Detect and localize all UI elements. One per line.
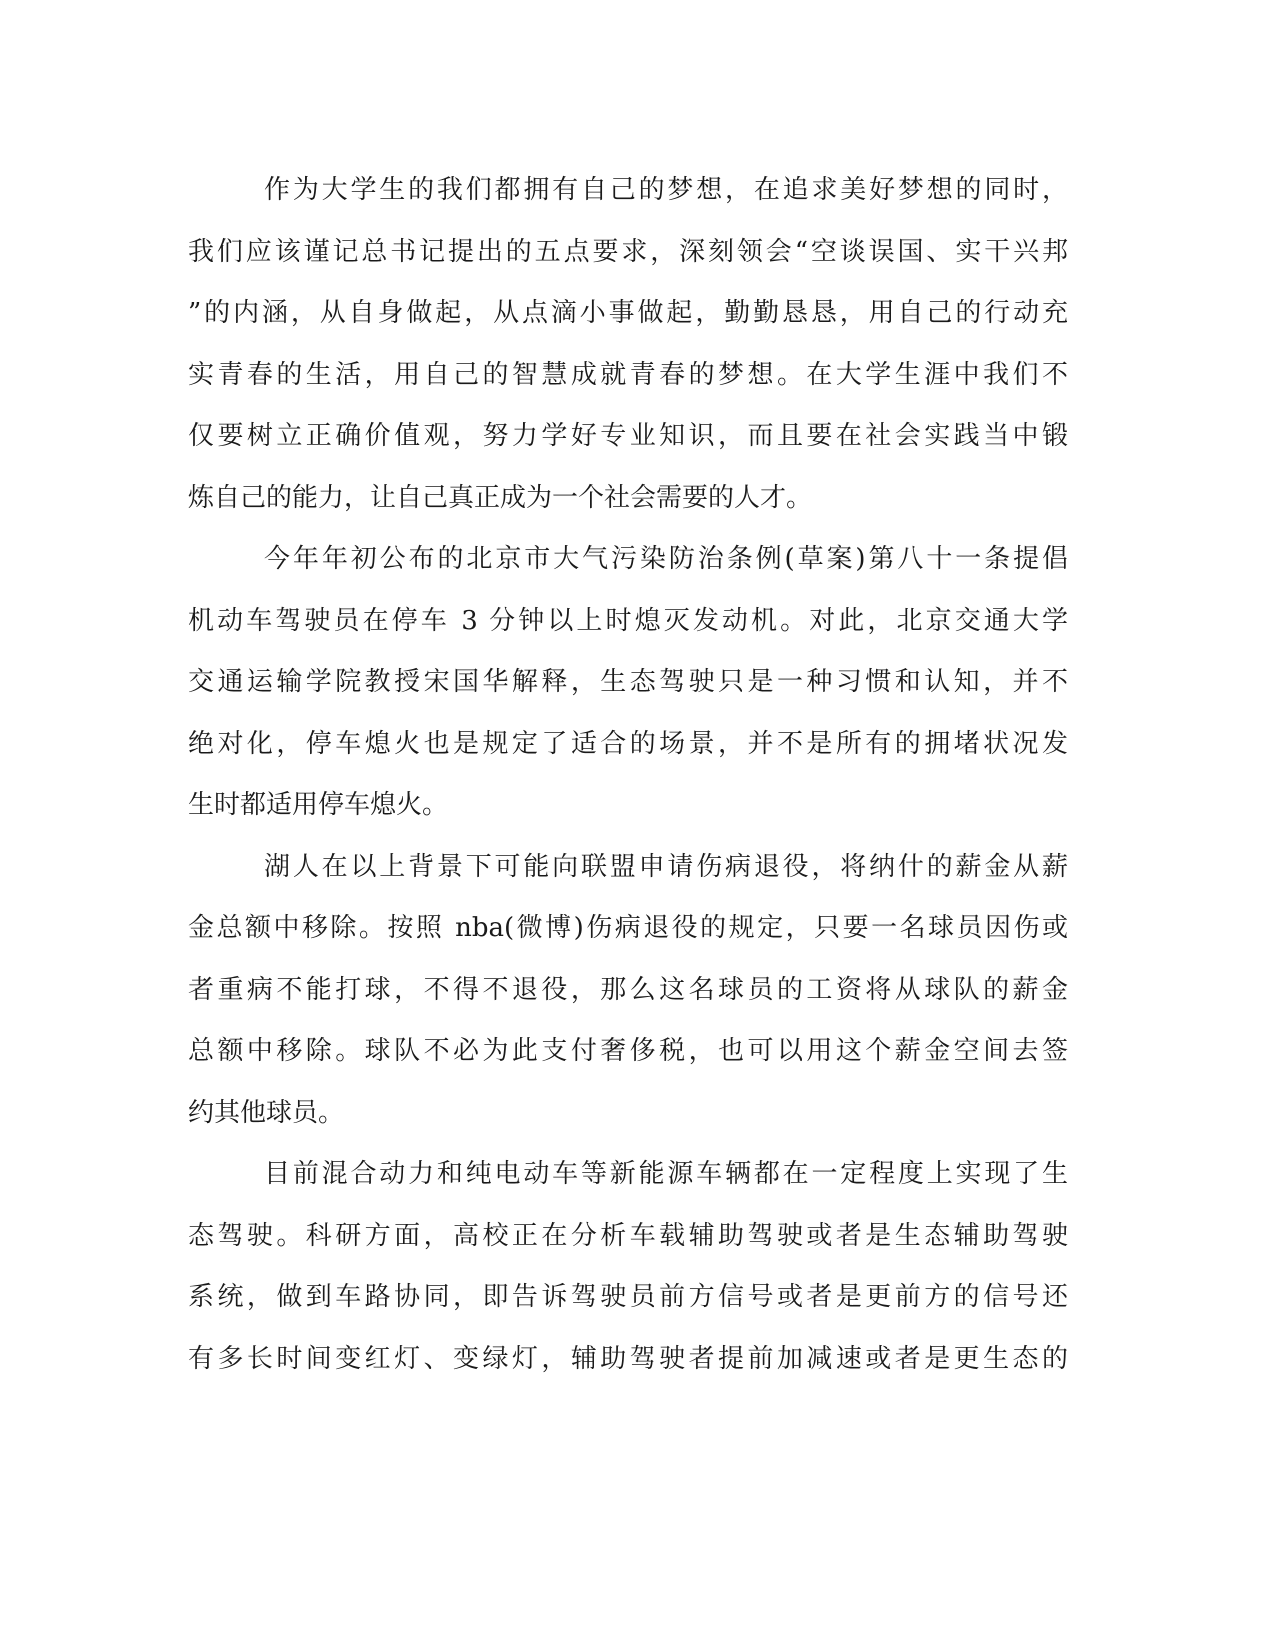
paragraph-line: 炼自己的能力，让自己真正成为一个社会需要的人才。 [188, 482, 813, 513]
paragraph-line: 作为大学生的我们都拥有自己的梦想，在追求美好梦想的同时， [264, 175, 1068, 205]
paragraph-line: 有多长时间变红灯、变绿灯，辅助驾驶者提前加减速或者是更生态的 [188, 1343, 1068, 1374]
paragraph-3 [188, 837, 1068, 1145]
paragraph-line: 总额中移除。球队不必为此支付奢侈税，也可以用这个薪金空间去签 [188, 1036, 1068, 1066]
paragraph-line: ”的内涵，从自身做起，从点滴小事做起，勤勤恳恳，用自己的行动充 [188, 298, 1068, 328]
paragraph-line: 交通运输学院教授宋国华解释，生态驾驶只是一种习惯和认知，并不 [188, 667, 1068, 697]
paragraph-line: 目前混合动力和纯电动车等新能源车辆都在一定程度上实现了生 [264, 1159, 1068, 1189]
paragraph-line: 金总额中移除。按照 nba(微博)伤病退役的规定，只要一名球员因伤或 [188, 913, 1068, 943]
paragraph-line: 实青春的生活，用自己的智慧成就青春的梦想。在大学生涯中我们不 [188, 359, 1068, 390]
paragraph-line: 者重病不能打球，不得不退役，那么这名球员的工资将从球队的薪金 [188, 974, 1068, 1005]
paragraph-line: 我们应该谨记总书记提出的五点要求，深刻领会“空谈误国、实干兴邦 [188, 236, 1068, 267]
paragraph-line: 机动车驾驶员在停车 3 分钟以上时熄灭发动机。对此，北京交通大学 [188, 605, 1068, 636]
document-body [188, 160, 1068, 1390]
paragraph-line: 系统，做到车路协同，即告诉驾驶员前方信号或者是更前方的信号还 [188, 1282, 1068, 1312]
paragraph-4 [188, 1144, 1068, 1390]
paragraph-line: 态驾驶。科研方面，高校正在分析车载辅助驾驶或者是生态辅助驾驶 [188, 1220, 1068, 1251]
paragraph-line: 约其他球员。 [188, 1097, 345, 1128]
paragraph-1 [188, 160, 1068, 529]
paragraph-2 [188, 529, 1068, 837]
paragraph-line: 绝对化，停车熄火也是规定了适合的场景，并不是所有的拥堵状况发 [188, 728, 1068, 759]
paragraph-line: 湖人在以上背景下可能向联盟申请伤病退役，将纳什的薪金从薪 [264, 851, 1068, 882]
paragraph-line: 仅要树立正确价值观，努力学好专业知识，而且要在社会实践当中锻 [188, 421, 1068, 451]
paragraph-line: 今年年初公布的北京市大气污染防治条例(草案)第八十一条提倡 [264, 544, 1068, 574]
paragraph-line: 生时都适用停车熄火。 [188, 790, 449, 820]
